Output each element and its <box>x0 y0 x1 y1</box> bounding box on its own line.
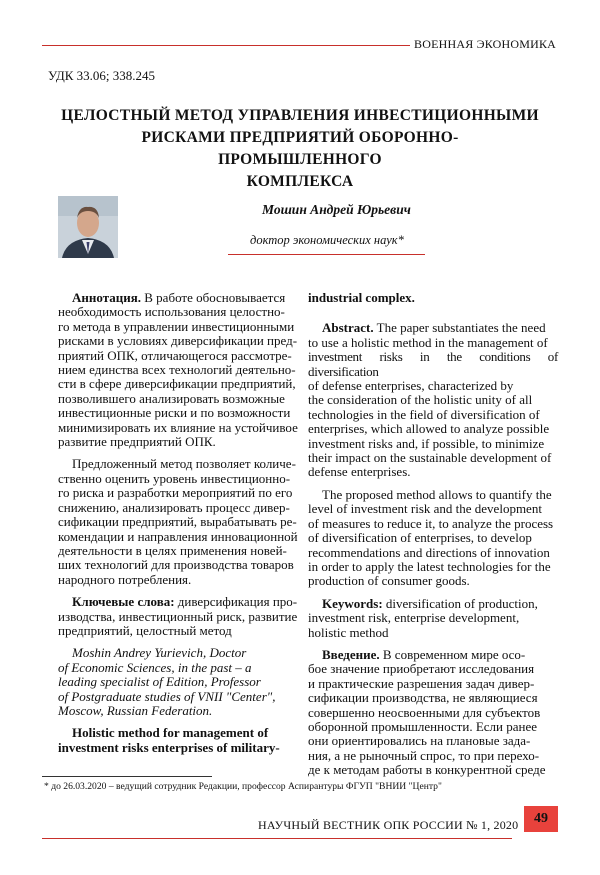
abstract-en <box>308 321 558 335</box>
text-line: оборонной промышленности. Если ранее <box>308 718 537 734</box>
author-rule <box>228 254 425 255</box>
text-line: деятельности в целях применения новей- <box>58 542 287 558</box>
text-line: приятий ОПК, отличающегося рассмотре- <box>58 347 292 363</box>
text-line: народного потребления. <box>58 571 192 587</box>
text-line: го риска и разработки мероприятий по его <box>58 485 293 501</box>
text-line: бое значение приобретают исследования <box>308 661 535 677</box>
text-line: инвестиционные риски и по возможности <box>58 405 291 421</box>
text-line: совершенно неосвоенными для субъектов <box>308 704 541 720</box>
right-column <box>308 291 558 778</box>
text-line: позволившего анализировать возможные <box>58 390 285 406</box>
text-line: минимизировать их влияние на устойчивое <box>58 419 298 435</box>
annotation-ru <box>58 291 298 305</box>
title-line: ЦЕЛОСТНЫЙ МЕТОД УПРАВЛЕНИЯ ИНВЕСТИЦИОННЫМИ <box>61 107 539 124</box>
title-line: КОМПЛЕКСА <box>246 173 354 190</box>
text-line: of Postgraduate studies of VNII "Center", <box>58 688 276 704</box>
text-line: defense enterprises. <box>308 464 411 480</box>
text-line: investment risks enterprises of military- <box>58 739 280 755</box>
keywords-label-en: Keywords: <box>322 595 383 611</box>
text-line: сификации производства, не являющиеся <box>308 690 538 706</box>
text-line: комендации и направления инновационной <box>58 528 298 544</box>
text-line: го метода в управлении инвестиционными <box>58 318 295 334</box>
udc-code: УДК 33.06; 338.245 <box>48 68 156 83</box>
portrait-image <box>58 196 118 258</box>
text-line: investment risks and, if possible, to minimize <box>308 435 545 451</box>
abstract-label: Abstract. <box>322 320 374 336</box>
title-en-cont: industrial complex. <box>308 290 415 305</box>
annotation-label: Аннотация. <box>72 290 142 305</box>
text-line: of diversification of enterprises, to develop <box>308 530 532 546</box>
text-line: the consideration of the holistic unity of all <box>308 392 533 408</box>
text-line: of measures to reduce it, to analyze the process <box>308 515 554 531</box>
header-rule <box>42 45 410 46</box>
keywords-label: Ключевые слова: <box>72 594 175 610</box>
text-line: ния, а не рыночный спрос, то при перехо- <box>308 747 540 763</box>
text-line: technologies in the field of diversification of <box>308 406 540 422</box>
text-line: де к методам работы в конкурентной среде <box>308 762 546 778</box>
intro-label: Введение. <box>322 646 380 662</box>
text-line: В современном мире осо- <box>379 646 526 662</box>
text-line: The paper substantiates the need <box>373 320 546 336</box>
keywords-en <box>308 597 558 611</box>
text-line: необходимость использования целостно- <box>58 304 285 320</box>
text-line: enterprises, which allowed to analyze possible <box>308 421 550 437</box>
text-line: production of consumer goods. <box>308 573 470 589</box>
text-line: они ориентировались на плановые зада- <box>308 733 531 749</box>
text-line: in order to apply the latest technologies for the <box>308 558 551 574</box>
text-line: The proposed method allows to quantify the <box>322 486 552 502</box>
text-line: Moshin Andrey Yurievich, Doctor <box>72 645 247 661</box>
text-line: предприятий, целостный метод <box>58 622 232 638</box>
text-line: нием единства всех технологий деятельно- <box>58 362 296 378</box>
author-degree: доктор экономических наук* <box>250 233 404 247</box>
text-line: of defense enterprises, characterized by <box>308 378 514 394</box>
footer-rule <box>42 838 512 839</box>
text-line: В работе обосновывается <box>141 290 286 305</box>
text-line: their impact on the sustainable development of <box>308 450 552 466</box>
author-name: Мошин Андрей Юрьевич <box>262 202 411 217</box>
text-line: и практические разрешения задач дивер- <box>308 675 535 691</box>
section-title: ВОЕННАЯ ЭКОНОМИКА <box>414 37 557 51</box>
introduction <box>308 648 558 662</box>
text-line: of Economic Sciences, in the past – a <box>58 659 252 675</box>
author-photo <box>58 196 118 258</box>
footnote-rule <box>42 776 212 777</box>
text-line: Предложенный метод позволяет количе- <box>72 456 296 472</box>
text-line: рисками в условиях диверсификации пред- <box>58 333 298 349</box>
left-column <box>58 291 298 755</box>
text-line: recommendations and directions of innovation <box>308 544 550 560</box>
text-line: снижению, анализировать процесс дивер- <box>58 499 290 515</box>
title-line: РИСКАМИ ПРЕДПРИЯТИЙ ОБОРОННО-ПРОМЫШЛЕННОГО <box>141 129 459 168</box>
journal-title: НАУЧНЫЙ ВЕСТНИК ОПК РОССИИ № 1, 2020 <box>258 818 519 832</box>
text-line: диверсификация про- <box>174 594 298 610</box>
keywords-ru <box>58 595 298 609</box>
text-line: to use a holistic method in the management of <box>308 334 548 350</box>
text-line: diversification of production, <box>382 595 538 611</box>
text-line: Moscow, Russian Federation. <box>58 702 213 718</box>
text-line: leading specialist of Edition, Professor <box>58 674 261 690</box>
text-line: сти в сфере диверсификации предприятий, <box>58 376 296 392</box>
article-title <box>60 105 540 193</box>
text-line: изводства, инвестиционный риск, развитие <box>58 608 298 624</box>
text-line: holistic method <box>308 624 389 640</box>
text-line: investment risks in the conditions of diversification <box>308 349 558 379</box>
page-number: 49 <box>524 806 558 832</box>
text-line: investment risk, enterprise development, <box>308 610 520 626</box>
text-line: Holistic method for management of <box>72 725 269 741</box>
text-line: level of investment risk and the development <box>308 501 542 517</box>
text-line: сификации предприятий, вырабатывать ре- <box>58 514 297 530</box>
footnote: * до 26.03.2020 – ведущий сотрудник Редакции, профессор Аспирантуры ФГУП "ВНИИ "Центр" <box>44 781 442 792</box>
text-line: ственно оценить уровень инвестиционно- <box>58 470 291 486</box>
text-line: развитие предприятий ОПК. <box>58 434 216 450</box>
text-line: ших технологий для производства товаров <box>58 557 294 573</box>
